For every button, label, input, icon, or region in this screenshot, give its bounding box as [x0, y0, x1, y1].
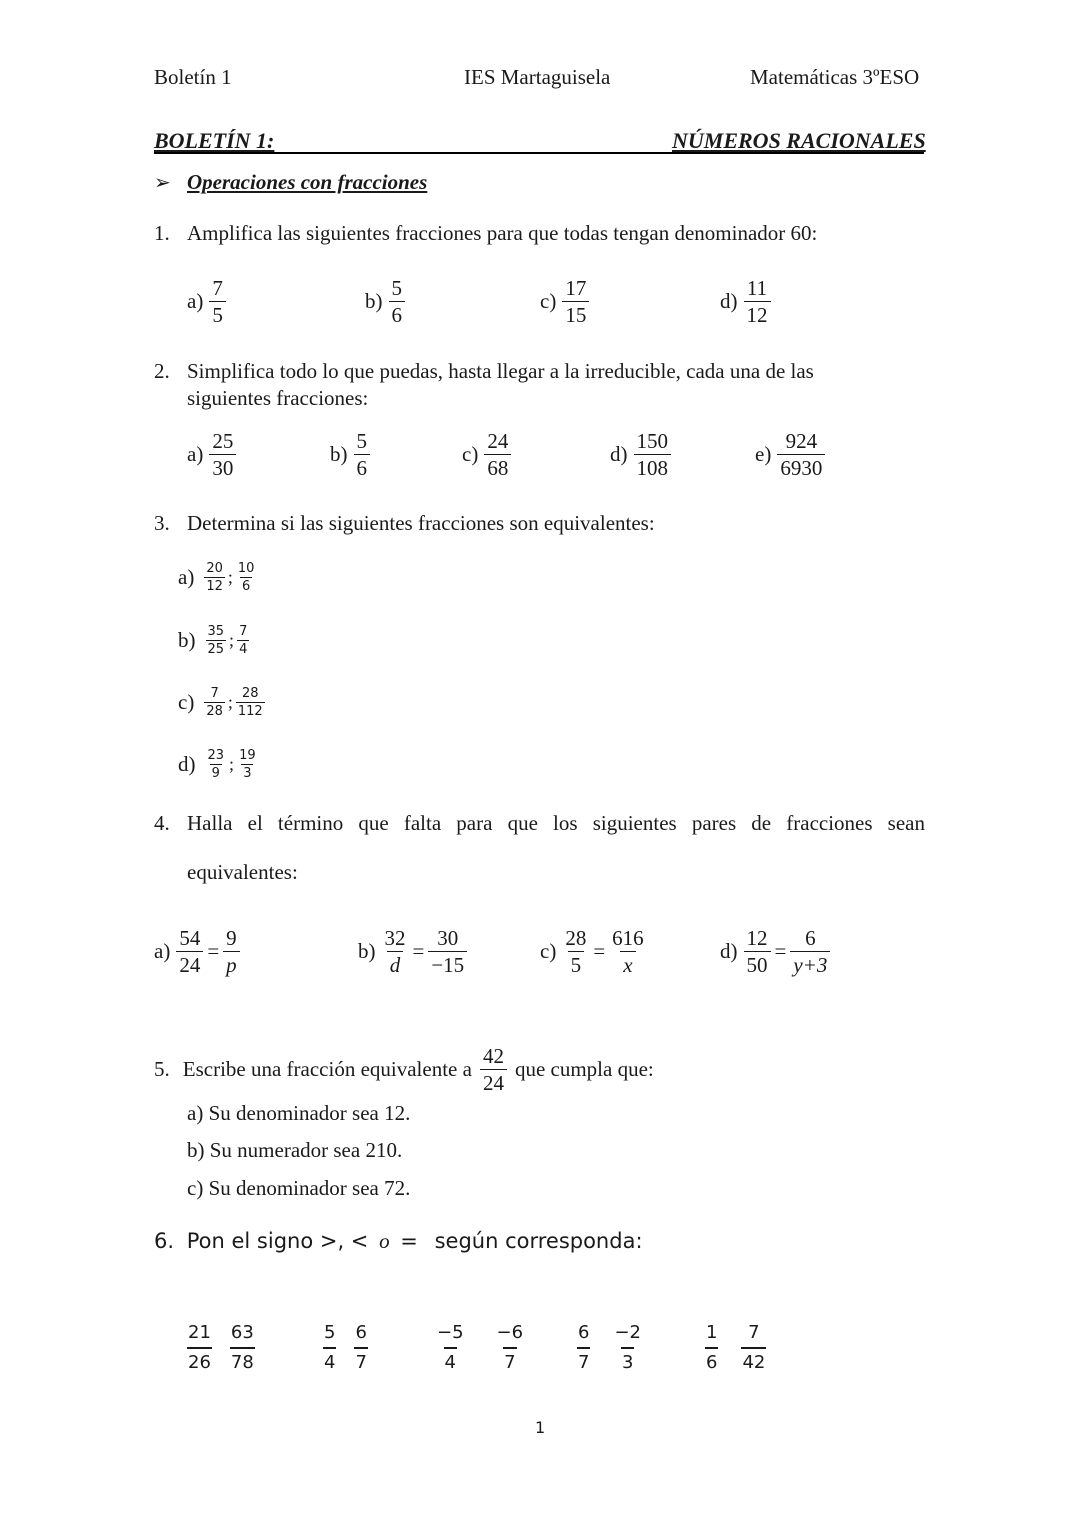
fraction: $\frac{32}{d}$: [384, 926, 406, 977]
fraction: $\frac{11}{12}$: [744, 275, 771, 328]
separator: ;: [227, 567, 233, 587]
question-text-eq: =: [400, 1229, 418, 1253]
question-6: [154, 1229, 643, 1254]
item-label: a): [187, 442, 204, 466]
question-text: Determina si las siguientes fracciones son equivalentes:: [187, 511, 655, 535]
fraction: $\frac{5}{4}$: [323, 1319, 336, 1377]
header-right: Matemáticas 3ºESO: [750, 65, 920, 89]
fraction: $\frac{-5}{4}$: [436, 1319, 465, 1377]
question-text-post: que cumpla que:: [514, 1057, 654, 1081]
q5-item-c: c) Su denominador sea 72.: [187, 1176, 411, 1200]
question-number: 1.: [154, 221, 170, 245]
item-label: c): [178, 690, 195, 714]
q1-item-c: [540, 275, 591, 328]
q6-pair-5: [696, 1319, 775, 1377]
fraction: $\frac{28}{112}$: [237, 686, 263, 719]
item-label: c): [462, 442, 479, 466]
equals-sign: =: [412, 939, 425, 963]
item-label: c): [540, 289, 557, 313]
item-label: a): [178, 565, 195, 589]
fraction: $\frac{17}{15}$: [562, 275, 589, 328]
equals-sign: =: [774, 939, 787, 963]
topic-title: NÚMEROS RACIONALES: [672, 128, 926, 153]
question-text-or: o: [379, 1229, 390, 1253]
separator: ;: [229, 754, 235, 774]
item-label: a): [187, 289, 204, 313]
q4-item-b: [358, 925, 469, 978]
fraction: $\frac{21}{26}$: [187, 1319, 212, 1377]
page-number: 1: [535, 1418, 546, 1437]
fraction: $\frac{25}{30}$: [209, 428, 236, 481]
question-number: 4.: [154, 811, 170, 835]
question-3: [0, 510, 1080, 540]
q1-item-a: [187, 275, 228, 328]
fraction: $\frac{6}{7}$: [577, 1319, 590, 1377]
question-2: [0, 358, 1080, 418]
q5-item-b: b) Su numerador sea 210.: [187, 1138, 403, 1162]
item-label: e): [755, 442, 772, 466]
q2-item-c: [462, 428, 513, 481]
q2-item-a: [187, 428, 238, 481]
fraction: $\frac{7}{4}$: [239, 624, 248, 657]
fraction: $\frac{23}{9}$: [207, 748, 225, 781]
fraction: $\frac{7}{28}$: [206, 686, 223, 719]
item-label: d): [178, 752, 196, 776]
separator: ;: [227, 692, 233, 712]
fraction: $\frac{6}{y+3}$: [790, 925, 830, 978]
question-4: [0, 810, 1080, 890]
item-label: b): [330, 442, 348, 466]
question-text-cont: equivalentes:: [187, 860, 298, 884]
question-text: Halla el término que falta para que los siguientes pares de fracciones sean: [187, 811, 925, 835]
fraction: $\frac{54}{24}$: [176, 925, 203, 978]
section-title: Operaciones con fracciones: [187, 170, 428, 194]
question-text-post: según corresponda:: [434, 1229, 643, 1253]
fraction: $\frac{12}{50}$: [744, 925, 771, 978]
fraction: $\frac{24}{68}$: [484, 428, 511, 481]
item-label: a): [154, 939, 171, 963]
q6-pair-3: [427, 1319, 533, 1377]
item-label: c): [540, 939, 557, 963]
fraction: $\frac{28}{5}$: [565, 926, 587, 977]
q3-item-a: [178, 560, 258, 595]
q6-pair-2: [314, 1319, 377, 1377]
item-label: b): [178, 628, 196, 652]
fraction: $\frac{-6}{7}$: [496, 1319, 525, 1377]
fraction: $\frac{20}{12}$: [206, 561, 223, 594]
item-label: d): [610, 442, 628, 466]
q6-pair-4: [568, 1319, 651, 1377]
question-number: 3.: [154, 511, 170, 535]
q2-item-e: [755, 428, 827, 481]
question-number: 6.: [154, 1229, 175, 1253]
fraction: $\frac{150}{108}$: [634, 428, 672, 481]
q3-item-d: [178, 747, 260, 782]
bulletin-title: BOLETÍN 1:: [154, 128, 275, 153]
fraction: $\frac{10}{6}$: [237, 561, 255, 594]
fraction: $\frac{5}{6}$: [389, 275, 406, 328]
q2-item-d: [610, 428, 673, 481]
item-label: b): [365, 289, 383, 313]
question-5: [154, 1043, 654, 1096]
fraction: $\frac{5}{6}$: [354, 428, 371, 481]
fraction: $\frac{30}{-15}$: [428, 925, 467, 978]
separator: ;: [229, 630, 235, 650]
question-text: Simplifica todo lo que puedas, hasta llegar a la irreducible, cada una de las: [187, 359, 814, 383]
q3-item-c: [178, 685, 267, 720]
fraction: $\frac{7}{5}$: [209, 275, 226, 328]
q4-item-a: [154, 925, 242, 978]
header-center: IES Martaguisela: [464, 65, 611, 89]
fraction: $\frac{924}{6930}$: [777, 428, 825, 481]
header-left: Boletín 1: [154, 65, 232, 89]
question-text: Amplifica las siguientes fracciones para que todas tengan denominador 60:: [187, 221, 818, 245]
fraction: $\frac{19}{3}$: [239, 748, 256, 781]
question-1: [0, 220, 1080, 250]
q2-item-b: [330, 428, 372, 481]
question-text-cont: siguientes fracciones:: [187, 386, 369, 410]
fraction: $\frac{63}{78}$: [230, 1319, 255, 1377]
q3-item-b: [178, 623, 251, 658]
arrow-bullet-icon: ➢: [154, 172, 171, 194]
q5-item-a: a) Su denominador sea 12.: [187, 1101, 411, 1125]
item-label: d): [720, 939, 738, 963]
fraction: $\frac{616}{x}$: [612, 926, 644, 977]
question-number: 5.: [154, 1057, 170, 1081]
q4-item-c: [540, 925, 649, 978]
fraction: $\frac{6}{7}$: [354, 1319, 367, 1377]
fraction: $\frac{9}{p}$: [223, 925, 240, 978]
fraction: $\frac{7}{42}$: [741, 1319, 766, 1377]
fraction: $\frac{1}{6}$: [705, 1319, 718, 1377]
item-label: b): [358, 939, 376, 963]
fraction: $\frac{42}{24}$: [480, 1043, 507, 1096]
question-number: 2.: [154, 359, 170, 383]
equals-sign: =: [593, 939, 606, 963]
q1-item-d: [720, 275, 773, 328]
q1-item-b: [365, 275, 407, 328]
q4-item-d: [720, 925, 832, 978]
q6-pair-1: [178, 1319, 264, 1377]
question-text: Pon el signo >, <: [186, 1229, 369, 1253]
fraction: $\frac{-2}{3}$: [613, 1319, 642, 1377]
question-text: Escribe una fracción equivalente a: [182, 1057, 472, 1081]
item-label: d): [720, 289, 738, 313]
equals-sign: =: [207, 939, 220, 963]
fraction: $\frac{35}{25}$: [207, 624, 225, 657]
